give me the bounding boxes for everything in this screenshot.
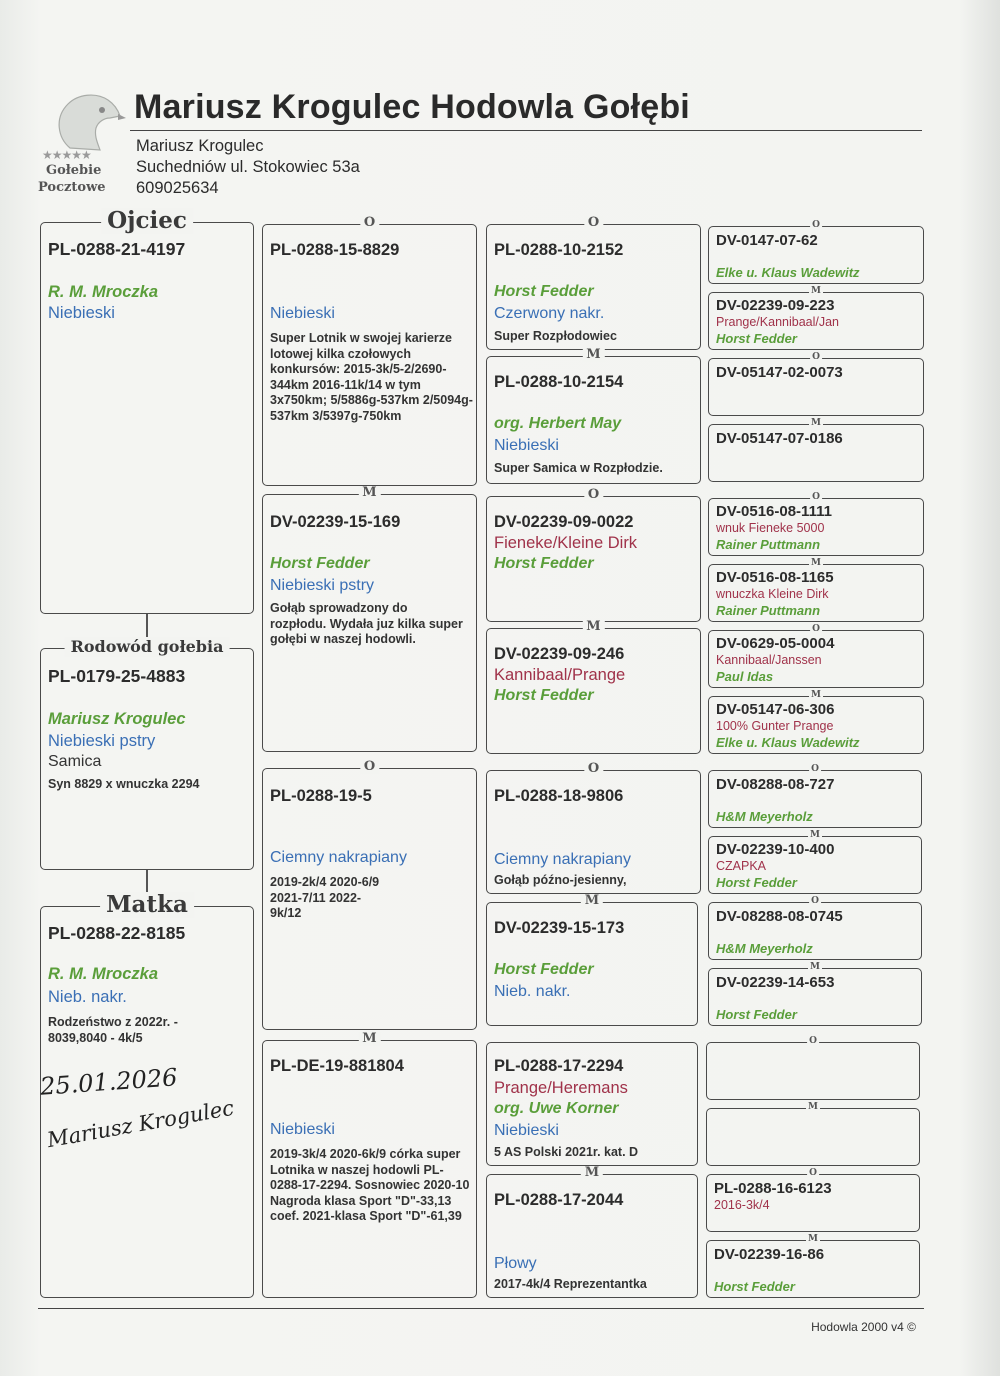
note: Super Samica w Rozpłodzie. bbox=[494, 461, 663, 475]
gen3-card bbox=[486, 215, 701, 350]
note: 2019-3k/4 2020-6k/9 córka super Lotnika w naszej hodowli PL-0288-17-2294. Sosnowiec 2020-10 Nagroda klasa Sport "D"-33,13 coef. 2021-klasa Sport "D"-61,39 bbox=[270, 1147, 470, 1223]
ring-number: DV-02239-15-169 bbox=[270, 513, 401, 531]
ring-number: DV-0516-08-1165 bbox=[716, 569, 834, 586]
footer-credit: Hodowla 2000 v4 © bbox=[811, 1320, 916, 1334]
note: 2019-2k/4 2020-6/9 2021-7/11 2022-9k/12 bbox=[270, 875, 380, 920]
subject-color: Niebieski pstry bbox=[48, 732, 156, 750]
subject-sex: Samica bbox=[48, 753, 102, 770]
sex-marker: O bbox=[809, 1036, 817, 1046]
note: Super Lotnik w swojej karierze lotowej kilka czołowych konkursów: 2015-3k/5-2/2690-344km 2016-11k/14 w tym 3x750km; 5/5886g-537km 2/5094g-537km 3/5397g-750km bbox=[270, 331, 473, 423]
gen4-card bbox=[706, 1102, 920, 1166]
gen4-card bbox=[708, 558, 924, 622]
lineage: Kannibaal/Janssen bbox=[716, 653, 822, 667]
sex-marker: O bbox=[812, 624, 820, 634]
gen4-card bbox=[706, 1234, 920, 1298]
page-title: Mariusz Krogulec Hodowla Gołębi bbox=[134, 88, 690, 126]
color: Niebieski pstry bbox=[270, 577, 375, 594]
gen3-card bbox=[486, 893, 698, 1026]
ring-number: PL-0288-19-5 bbox=[270, 787, 372, 805]
lineage: Fieneke/Kleine Dirk bbox=[494, 534, 638, 552]
color: Czerwony nakr. bbox=[494, 305, 605, 322]
sex-marker: O bbox=[811, 764, 819, 774]
father-ring: PL-0288-21-4197 bbox=[48, 239, 186, 259]
ring-number: PL-0288-18-9806 bbox=[494, 787, 624, 805]
ring-number: PL-0288-16-6123 bbox=[714, 1180, 832, 1197]
lineage: Prange/Heremans bbox=[494, 1079, 628, 1097]
sire-sire-card bbox=[262, 215, 477, 486]
breeder: Horst Fedder bbox=[716, 875, 797, 890]
ring-number: DV-02239-16-86 bbox=[714, 1246, 825, 1263]
color: Niebieski bbox=[494, 1122, 559, 1139]
color: Ciemny nakrapiany bbox=[494, 851, 631, 868]
mother-color: Nieb. nakr. bbox=[48, 988, 127, 1006]
sex-marker: M bbox=[358, 1032, 380, 1046]
lineage: wnuk Fieneke 5000 bbox=[716, 521, 825, 535]
gen4-card bbox=[706, 1168, 920, 1232]
mother-ring: PL-0288-22-8185 bbox=[48, 923, 186, 943]
sex-marker: M bbox=[810, 962, 820, 972]
gen3-card bbox=[486, 1042, 698, 1166]
breeder: Horst Fedder bbox=[494, 961, 594, 978]
lineage: wnuczka Kleine Dirk bbox=[716, 587, 829, 601]
color: Niebieski bbox=[270, 1121, 335, 1138]
color: Niebieski bbox=[270, 305, 335, 322]
note: Gołąb sprowadzony do rozpłodu. Wydała juz kilka super gołębi w naszej hodowli. bbox=[270, 601, 463, 646]
ring-number: PL-0288-17-2294 bbox=[494, 1057, 624, 1075]
subject-breeder: Mariusz Krogulec bbox=[48, 710, 186, 728]
father-breeder: R. M. Mroczka bbox=[48, 283, 159, 301]
ring-number: PL-0288-10-2154 bbox=[494, 373, 624, 391]
breeder: Elke u. Klaus Wadewitz bbox=[716, 265, 860, 280]
ring-number: DV-08288-08-0745 bbox=[716, 908, 843, 925]
ring-number: PL-0288-17-2044 bbox=[494, 1191, 624, 1209]
lineage: Kannibaal/Prange bbox=[494, 666, 626, 684]
mother-label: Matka bbox=[100, 892, 194, 918]
sex-marker: O bbox=[809, 1168, 817, 1178]
mother-note: Rodzeństwo z 2022r. - 8039,8040 - 4k/5 bbox=[48, 1015, 178, 1045]
sex-marker: O bbox=[584, 762, 603, 776]
gen4-card bbox=[708, 764, 922, 828]
ring-number: DV-0147-07-62 bbox=[716, 232, 818, 249]
ring-number: DV-0629-05-0004 bbox=[716, 635, 835, 652]
breeder: Elke u. Klaus Wadewitz bbox=[716, 735, 860, 750]
breeder: Horst Fedder bbox=[714, 1279, 795, 1294]
note: Gołąb późno-jesienny, bbox=[494, 873, 627, 887]
sex-marker: M bbox=[810, 830, 820, 840]
ring-number: DV-08288-08-727 bbox=[716, 776, 835, 793]
sex-marker: M bbox=[808, 1102, 818, 1112]
sex-marker: M bbox=[582, 348, 604, 362]
note: 5 AS Polski 2021r. kat. D bbox=[494, 1145, 639, 1159]
breeder: Rainer Puttmann bbox=[716, 537, 821, 552]
sex-marker: M bbox=[808, 1234, 818, 1244]
gen3-card bbox=[486, 487, 701, 622]
sex-marker: O bbox=[812, 352, 820, 362]
ring-number: DV-05147-02-0073 bbox=[716, 364, 843, 381]
gen3-card bbox=[486, 347, 701, 484]
gen4-card bbox=[706, 1036, 920, 1100]
note: Super Rozpłodowiec bbox=[494, 329, 617, 343]
gen4-card bbox=[708, 220, 924, 284]
gen4-card bbox=[708, 624, 924, 688]
sex-marker: M bbox=[811, 418, 821, 428]
gen4-card bbox=[708, 830, 922, 894]
subject-note: Syn 8829 x wnuczka 2294 bbox=[48, 777, 200, 791]
subject-ring: PL-0179-25-4883 bbox=[48, 666, 186, 686]
sex-marker: M bbox=[811, 558, 821, 568]
sex-marker: O bbox=[811, 896, 819, 906]
gen4-card bbox=[708, 286, 924, 350]
breeder: org. Uwe Korner bbox=[494, 1100, 619, 1117]
mother-breeder: R. M. Mroczka bbox=[48, 965, 159, 983]
pedigree-label: Rodowód gołebia bbox=[65, 637, 230, 657]
gen4-card bbox=[708, 492, 924, 556]
gen3-card bbox=[486, 1165, 698, 1298]
owner-address: Suchedniów ul. Stokowiec 53a bbox=[136, 158, 360, 176]
gen4-card bbox=[708, 418, 924, 482]
logo-stars: ★★★★★ bbox=[42, 148, 91, 162]
ring-number: DV-05147-06-306 bbox=[716, 701, 835, 718]
sex-marker: O bbox=[812, 492, 820, 502]
breeder: Horst Fedder bbox=[494, 687, 594, 704]
footer-divider bbox=[38, 1308, 924, 1309]
sex-marker: M bbox=[582, 620, 604, 634]
ring-number: DV-02239-09-246 bbox=[494, 645, 625, 663]
breeder: H&M Meyerholz bbox=[716, 809, 813, 824]
breeder: Horst Fedder bbox=[494, 555, 594, 572]
header-divider bbox=[130, 130, 922, 131]
sex-marker: O bbox=[360, 760, 379, 774]
gen3-card bbox=[486, 761, 701, 894]
breeder: Rainer Puttmann bbox=[716, 603, 821, 618]
lineage: CZAPKA bbox=[716, 859, 767, 873]
signature-date: 25.01.2026 bbox=[39, 1063, 179, 1101]
owner-name: Mariusz Krogulec bbox=[136, 137, 264, 155]
sire-dam-card bbox=[262, 485, 477, 752]
father-label: Ojciec bbox=[101, 208, 193, 234]
breeder: Horst Fedder bbox=[494, 283, 594, 300]
breeder: Paul Idas bbox=[716, 669, 774, 684]
breeder: Horst Fedder bbox=[270, 555, 370, 572]
ring-number: DV-02239-15-173 bbox=[494, 919, 625, 937]
color: Ciemny nakrapiany bbox=[270, 849, 407, 866]
sex-marker: O bbox=[360, 216, 379, 230]
owner-phone: 609025634 bbox=[136, 179, 219, 197]
breeder: Horst Fedder bbox=[716, 331, 797, 346]
ring-number: PL-DE-19-881804 bbox=[270, 1057, 404, 1075]
note: 2017-4k/4 Reprezentantka bbox=[494, 1277, 647, 1291]
breeder: org. Herbert May bbox=[494, 415, 622, 432]
ring-number: DV-02239-14-653 bbox=[716, 974, 835, 991]
gen4-card bbox=[708, 896, 922, 960]
sex-marker: O bbox=[584, 488, 603, 502]
ring-number: DV-0516-08-1111 bbox=[716, 503, 832, 520]
logo-line-1: Gołebie bbox=[46, 163, 102, 178]
sex-marker: M bbox=[581, 1166, 603, 1180]
sex-marker: O bbox=[584, 216, 603, 230]
ring-number: DV-02239-09-223 bbox=[716, 297, 835, 314]
gen4-card bbox=[708, 690, 924, 754]
color: Nieb. nakr. bbox=[494, 983, 571, 1000]
sex-marker: M bbox=[811, 690, 821, 700]
sex-marker: M bbox=[358, 486, 380, 500]
subject-card bbox=[40, 637, 254, 870]
lineage: Prange/Kannibaal/Jan bbox=[716, 315, 840, 329]
ring-number: DV-02239-10-400 bbox=[716, 841, 835, 858]
gen4-card bbox=[708, 352, 924, 416]
lineage: 2016-3k/4 bbox=[714, 1198, 770, 1212]
sex-marker: M bbox=[581, 894, 603, 908]
lineage: 100% Gunter Prange bbox=[716, 719, 834, 733]
sex-marker: O bbox=[812, 220, 820, 230]
gen4-card bbox=[708, 962, 922, 1026]
ring-number: DV-02239-09-0022 bbox=[494, 513, 634, 531]
ring-number: PL-0288-15-8829 bbox=[270, 241, 400, 259]
signature-name: Mariusz Krogulec bbox=[45, 1095, 236, 1153]
gen3-card bbox=[486, 619, 701, 754]
father-card bbox=[40, 207, 254, 614]
color: Niebieski bbox=[494, 437, 559, 454]
father-color: Niebieski bbox=[48, 304, 115, 322]
dam-dam-card bbox=[262, 1031, 477, 1298]
logo-line-2: Pocztowe bbox=[38, 180, 106, 195]
ring-number: PL-0288-10-2152 bbox=[494, 241, 624, 259]
ring-number: DV-05147-07-0186 bbox=[716, 430, 843, 447]
dam-sire-card bbox=[262, 759, 477, 1030]
logo bbox=[40, 88, 126, 198]
color: Płowy bbox=[494, 1255, 537, 1272]
breeder: Horst Fedder bbox=[716, 1007, 797, 1022]
sex-marker: M bbox=[811, 286, 821, 296]
breeder: H&M Meyerholz bbox=[716, 941, 813, 956]
signature bbox=[39, 1063, 240, 1178]
